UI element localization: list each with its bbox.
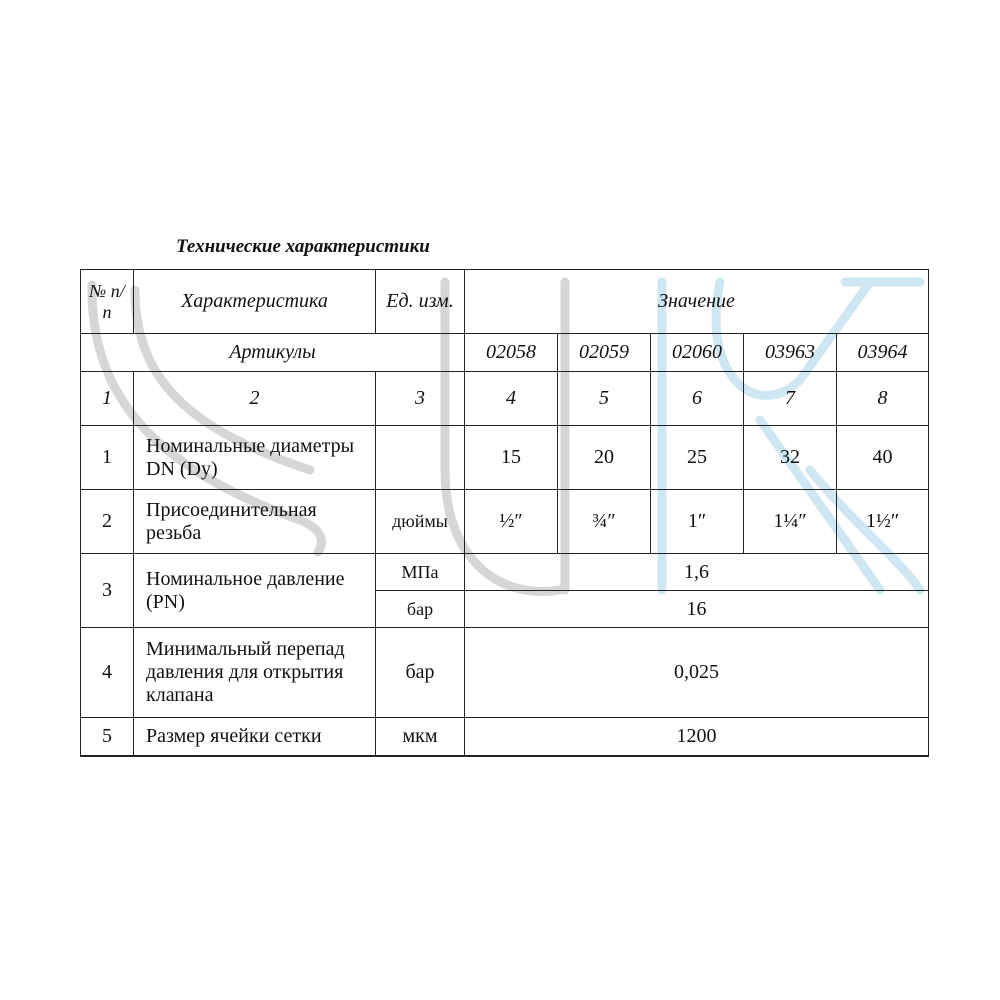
row-number: 1 <box>81 426 134 490</box>
row-characteristic: Размер ячейки сетки <box>134 718 376 756</box>
row-characteristic: Минимальный перепад давления для открытия клапана <box>134 628 376 718</box>
row-value: 1200 <box>465 718 929 756</box>
row-value: 20 <box>558 426 651 490</box>
row-number: 3 <box>81 554 134 628</box>
row-characteristic: Номинальное давление (PN) <box>134 554 376 628</box>
header-unit: Ед. изм. <box>376 270 465 334</box>
row-unit: мкм <box>376 718 465 756</box>
table-row <box>81 490 929 554</box>
row-number: 2 <box>81 490 134 554</box>
row-number: 5 <box>81 718 134 756</box>
article-code: 03964 <box>837 334 929 372</box>
column-number: 2 <box>134 372 376 426</box>
row-value: ¾″ <box>558 490 651 554</box>
row-unit: бар <box>376 628 465 718</box>
row-number: 4 <box>81 628 134 718</box>
row-value: ½″ <box>465 490 558 554</box>
article-code: 02059 <box>558 334 651 372</box>
header-num: № п/п <box>81 270 134 334</box>
header-row <box>81 270 929 334</box>
column-number: 1 <box>81 372 134 426</box>
articles-row <box>81 334 929 372</box>
specifications-table <box>80 269 929 757</box>
articles-label: Артикулы <box>81 334 465 372</box>
row-value: 15 <box>465 426 558 490</box>
row-value: 25 <box>651 426 744 490</box>
column-number: 7 <box>744 372 837 426</box>
column-number: 6 <box>651 372 744 426</box>
row-value: 1,6 <box>465 554 929 591</box>
row-unit <box>376 426 465 490</box>
row-value: 1″ <box>651 490 744 554</box>
table-row <box>81 426 929 490</box>
table-row <box>81 628 929 718</box>
article-code: 02060 <box>651 334 744 372</box>
row-value: 40 <box>837 426 929 490</box>
row-value: 1½″ <box>837 490 929 554</box>
article-code: 03963 <box>744 334 837 372</box>
row-value: 16 <box>465 591 929 628</box>
row-characteristic: Номинальные диаметры DN (Dy) <box>134 426 376 490</box>
table-row <box>81 718 929 756</box>
table-row <box>81 554 929 591</box>
row-value: 32 <box>744 426 837 490</box>
column-number: 5 <box>558 372 651 426</box>
column-number: 8 <box>837 372 929 426</box>
column-number: 3 <box>376 372 465 426</box>
row-value: 1¼″ <box>744 490 837 554</box>
row-characteristic: Присоединительная резьба <box>134 490 376 554</box>
row-unit: бар <box>376 591 465 628</box>
row-unit: МПа <box>376 554 465 591</box>
header-characteristic: Характеристика <box>134 270 376 334</box>
column-numbers-row <box>81 372 929 426</box>
row-unit: дюймы <box>376 490 465 554</box>
article-code: 02058 <box>465 334 558 372</box>
table-title: Технические характеристики <box>176 236 430 257</box>
row-value: 0,025 <box>465 628 929 718</box>
header-value: Значение <box>465 270 929 334</box>
column-number: 4 <box>465 372 558 426</box>
